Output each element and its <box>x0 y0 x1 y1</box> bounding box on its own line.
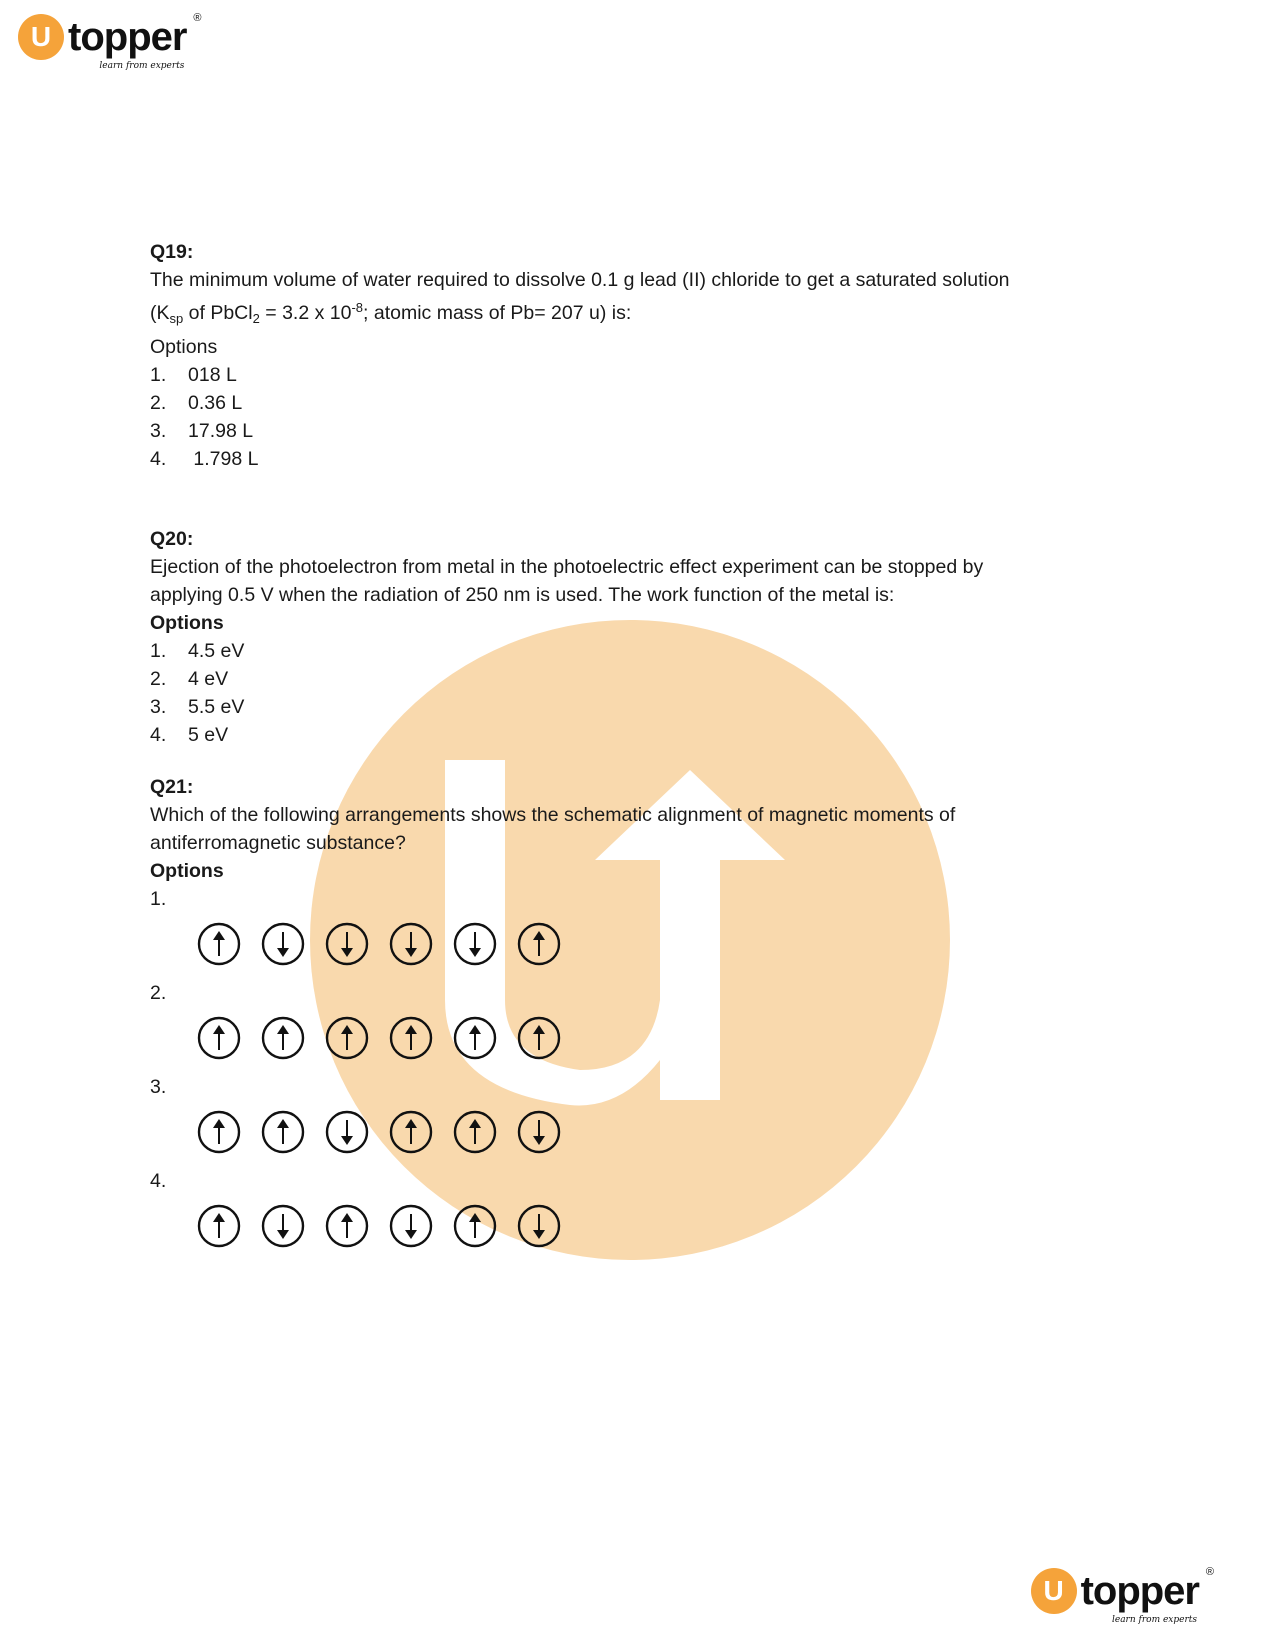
spin-down-icon <box>452 921 498 967</box>
options-label: Options <box>150 860 224 882</box>
spin-down-icon <box>324 921 370 967</box>
spin-down-icon <box>324 1109 370 1155</box>
question-20 <box>150 525 1130 749</box>
spin-up-icon <box>324 1015 370 1061</box>
spin-row <box>196 1203 1130 1249</box>
option-item: 1. 4.5 eV <box>150 640 245 662</box>
option-item: 2. 0.36 L <box>150 392 243 414</box>
spin-up-icon <box>388 1015 434 1061</box>
question-label: Q19: <box>150 241 194 263</box>
option-item: 1. 018 L <box>150 364 237 386</box>
spin-up-icon <box>452 1203 498 1249</box>
spin-option-3 <box>150 1073 1130 1155</box>
spin-down-icon <box>388 921 434 967</box>
spin-up-icon <box>452 1109 498 1155</box>
logo-u-icon: U <box>18 14 64 60</box>
brand-logo-bottom <box>1031 1566 1213 1625</box>
spin-row <box>196 1109 1130 1155</box>
spin-up-icon <box>324 1203 370 1249</box>
spin-down-icon <box>260 921 306 967</box>
spin-up-icon <box>196 1015 242 1061</box>
spin-up-icon <box>516 921 562 967</box>
question-label: Q21: <box>150 776 194 798</box>
spin-up-icon <box>516 1015 562 1061</box>
option-item: 3. 17.98 L <box>150 420 254 442</box>
options-label: Options <box>150 336 218 358</box>
spin-row <box>196 1015 1130 1061</box>
logo-wordmark: topper ® learn from experts <box>68 12 201 71</box>
spin-up-icon <box>196 921 242 967</box>
options-label: Options <box>150 612 224 634</box>
brand-logo-top <box>18 12 201 71</box>
question-19 <box>150 238 1130 473</box>
question-text: The minimum volume of water required to dissolve 0.1 g lead (II) chloride to get a saturated solution <box>150 269 1010 291</box>
option-item: 2. 4 eV <box>150 668 229 690</box>
question-label: Q20: <box>150 528 194 550</box>
spin-up-icon <box>452 1015 498 1061</box>
option-number: 1. <box>150 888 167 910</box>
spin-row <box>196 921 1130 967</box>
option-number: 2. <box>150 982 167 1004</box>
option-number: 4. <box>150 1170 167 1192</box>
spin-down-icon <box>260 1203 306 1249</box>
question-text: Which of the following arrangements shows the schematic alignment of magnetic moments of <box>150 804 956 826</box>
spin-up-icon <box>388 1109 434 1155</box>
question-21 <box>150 773 1130 1249</box>
logo-u-icon: U <box>1031 1568 1077 1614</box>
spin-down-icon <box>516 1109 562 1155</box>
spin-option-4 <box>150 1167 1130 1249</box>
option-item: 4. 5 eV <box>150 724 229 746</box>
option-item: 3. 5.5 eV <box>150 696 245 718</box>
logo-wordmark: topper ® learn from experts <box>1080 1566 1213 1625</box>
spin-option-2 <box>150 979 1130 1061</box>
question-text-line2: applying 0.5 V when the radiation of 250 nm is used. The work function of the metal is: <box>150 584 895 606</box>
option-number: 3. <box>150 1076 167 1098</box>
spin-up-icon <box>260 1015 306 1061</box>
spin-up-icon <box>260 1109 306 1155</box>
spin-option-1 <box>150 885 1130 967</box>
option-item: 4. 1.798 L <box>150 448 259 470</box>
question-content <box>150 238 1130 1261</box>
question-text: Ejection of the photoelectron from metal in the photoelectric effect experiment can be stopped by <box>150 556 984 578</box>
spin-down-icon <box>388 1203 434 1249</box>
spin-up-icon <box>196 1109 242 1155</box>
spin-down-icon <box>516 1203 562 1249</box>
question-text-line2: ($K_{sp}$ of PbCl$_2$ = 3.2 x $10^{-8}$; atomic mass of Pb= 207 u) is: <box>150 300 632 326</box>
question-text-line2: antiferromagnetic substance? <box>150 832 406 854</box>
spin-up-icon <box>196 1203 242 1249</box>
